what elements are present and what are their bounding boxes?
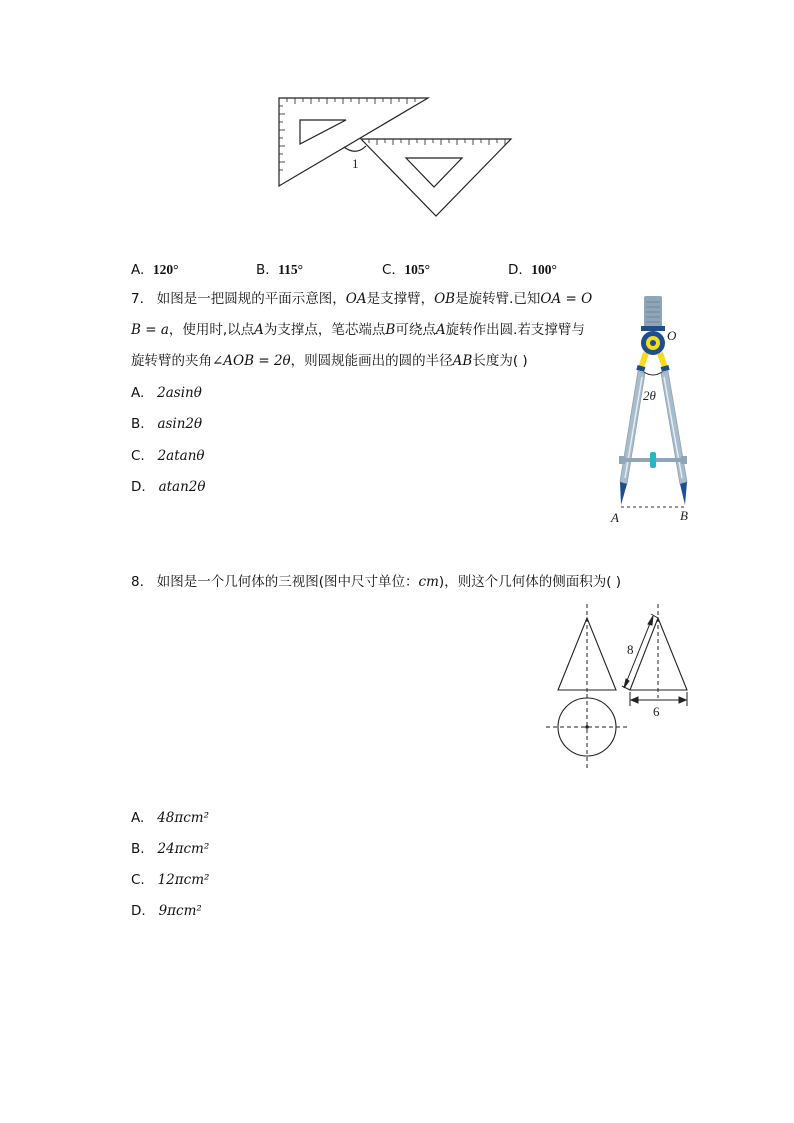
set-square-right — [361, 139, 511, 216]
q7-math: AB — [452, 353, 473, 369]
option-value: 105° — [404, 262, 430, 277]
option-value: 2atanθ — [157, 448, 205, 464]
label-base-6: 6 — [653, 704, 660, 719]
option-letter: B. — [131, 416, 145, 432]
q7-math: B = a — [131, 322, 169, 338]
q6-option-c[interactable] — [382, 260, 430, 280]
q7-math: OB — [434, 291, 456, 307]
q8-text: 如图是一个几何体的三视图(图中尺寸单位： — [156, 574, 419, 590]
q6-option-a[interactable] — [131, 260, 179, 280]
label-b: B — [680, 508, 688, 523]
option-letter: D. — [508, 262, 523, 278]
q7-math: A — [435, 322, 446, 338]
q6-option-d[interactable] — [508, 260, 557, 280]
q7-line-2 — [131, 320, 585, 340]
q7-text: 旋转作出圆.若支撑臂与 — [445, 322, 585, 338]
option-value: 12πcm² — [157, 872, 210, 888]
q7-math: ∠AOB = 2θ — [212, 353, 291, 369]
q7-text: 如图是一把圆规的平面示意图， — [156, 291, 346, 307]
option-value: 2asinθ — [157, 385, 202, 401]
option-letter: A. — [131, 385, 145, 401]
option-letter: A. — [131, 810, 145, 826]
set-square-right-hole — [406, 158, 462, 187]
option-value: 48πcm² — [157, 810, 209, 826]
q8-stem — [131, 572, 621, 592]
label-a: A — [611, 510, 619, 525]
option-letter: B. — [256, 262, 270, 278]
ruler-ticks — [279, 98, 505, 170]
option-letter: D. — [131, 479, 146, 495]
option-letter: C. — [131, 872, 145, 888]
q8-option-d[interactable] — [131, 901, 202, 921]
option-value: asin2θ — [157, 416, 203, 432]
q7-math: A — [254, 322, 264, 338]
q7-math: B — [385, 322, 396, 338]
angle-1-label: 1 — [352, 156, 359, 171]
q7-text: 是旋转臂.已知 — [455, 291, 541, 307]
set-squares-figure — [270, 90, 520, 225]
option-letter: C. — [131, 448, 145, 464]
q7-text: 长度为( ) — [472, 353, 528, 369]
q6-option-b[interactable] — [256, 260, 303, 280]
q7-text: 为支撑点，笔芯端点 — [263, 322, 386, 338]
option-value: 9πcm² — [158, 903, 202, 919]
q7-option-a[interactable] — [131, 383, 202, 403]
q7-text: 是支撑臂， — [366, 291, 435, 307]
option-letter: C. — [382, 262, 396, 278]
option-value: 100° — [531, 262, 557, 277]
q7-text: 可绕点 — [395, 322, 436, 338]
q7-text: 旋转臂的夹角 — [131, 353, 212, 369]
q7-text: ，使用时,以点 — [168, 322, 255, 338]
q7-text: ，则圆规能画出的圆的半径 — [290, 353, 453, 369]
option-letter: D. — [131, 903, 146, 919]
q8-text: )，则这个几何体的侧面积为( ) — [438, 574, 622, 590]
label-o: O — [667, 328, 677, 343]
q7-option-b[interactable] — [131, 414, 202, 434]
q7-option-c[interactable] — [131, 446, 205, 466]
angle-1-arc — [344, 146, 366, 151]
q7-line-3 — [131, 351, 528, 371]
q8-option-c[interactable] — [131, 870, 209, 890]
option-letter: B. — [131, 841, 145, 857]
three-views-figure — [540, 600, 700, 772]
label-slant-8: 8 — [627, 642, 634, 657]
option-value: 24πcm² — [157, 841, 210, 857]
q8-math: cm — [418, 574, 439, 590]
question-number: 7. — [131, 291, 144, 307]
compass-figure — [605, 292, 700, 527]
q8-option-b[interactable] — [131, 839, 209, 859]
question-number: 8. — [131, 574, 144, 590]
option-value: 115° — [278, 262, 304, 277]
q8-option-a[interactable] — [131, 808, 209, 828]
option-letter: A. — [131, 262, 145, 278]
q7-option-d[interactable] — [131, 477, 206, 497]
q7-line-1 — [131, 289, 592, 309]
q7-math: OA = O — [540, 291, 593, 307]
set-square-left-hole — [300, 120, 346, 144]
set-square-left — [279, 98, 428, 186]
option-value: atan2θ — [158, 479, 206, 495]
label-2theta: 2θ — [643, 388, 656, 403]
option-value: 120° — [152, 262, 179, 277]
q7-math: OA — [345, 291, 367, 307]
